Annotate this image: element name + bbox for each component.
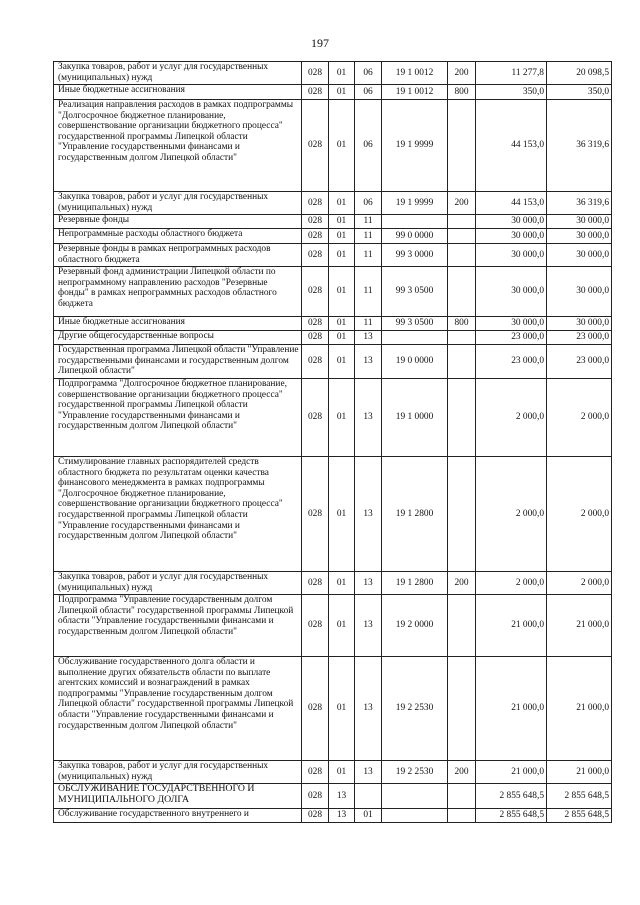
row-name: Подпрограмма "Долгосрочное бюджетное планирование, совершенствование организации бюджетного процесса" государственной программы Липецкой области "Управление государственными финансами и государственным долгом Липецкой области"	[54, 379, 302, 457]
row-ved-code: 028	[302, 62, 329, 85]
row-name: ОБСЛУЖИВАНИЕ ГОСУДАРСТВЕННОГО И МУНИЦИПАЛЬНОГО ДОЛГА	[54, 784, 302, 809]
row-expense-type	[448, 809, 476, 823]
row-name: Иные бюджетные ассигнования	[54, 317, 302, 331]
row-target-article: 99 3 0000	[382, 244, 448, 267]
row-target-article: 19 2 2530	[382, 761, 448, 784]
row-sum-first: 11 277,8	[476, 62, 547, 85]
row-target-article: 19 1 9999	[382, 192, 448, 215]
row-sum-second: 36 319,6	[547, 100, 612, 192]
row-section-code: 01	[329, 331, 355, 345]
row-target-article	[382, 784, 448, 809]
table-row	[54, 317, 612, 331]
row-sum-second: 21 000,0	[547, 595, 612, 657]
row-ved-code: 028	[302, 267, 329, 317]
row-subsection-code: 11	[355, 317, 382, 331]
row-ved-code: 028	[302, 317, 329, 331]
row-name: Реализация направления расходов в рамках подпрограммы "Долгосрочное бюджетное планирование, совершенствование организации бюджетного процесса" государственной программы Липецкой области "Управление государственными финансами и государственным долгом Липецкой области"	[54, 100, 302, 192]
row-section-code: 01	[329, 761, 355, 784]
row-name: Обслуживание государственного внутреннего и	[54, 809, 302, 823]
row-section-code: 01	[329, 657, 355, 761]
row-sum-second: 23 000,0	[547, 331, 612, 345]
row-sum-first: 2 000,0	[476, 379, 547, 457]
row-target-article: 19 1 0012	[382, 62, 448, 85]
row-section-code: 01	[329, 572, 355, 595]
row-sum-first: 2 855 648,5	[476, 784, 547, 809]
row-sum-second: 2 000,0	[547, 379, 612, 457]
row-subsection-code: 06	[355, 85, 382, 100]
row-sum-second: 23 000,0	[547, 345, 612, 379]
row-expense-type: 800	[448, 85, 476, 100]
row-ved-code: 028	[302, 85, 329, 100]
row-sum-first: 21 000,0	[476, 761, 547, 784]
row-sum-second: 30 000,0	[547, 267, 612, 317]
row-target-article: 19 2 2530	[382, 657, 448, 761]
row-section-code: 01	[329, 85, 355, 100]
row-target-article: 19 2 0000	[382, 595, 448, 657]
row-subsection-code	[355, 784, 382, 809]
row-target-article: 99 3 0500	[382, 317, 448, 331]
row-name: Иные бюджетные ассигнования	[54, 85, 302, 100]
row-expense-type	[448, 457, 476, 572]
row-expense-type	[448, 784, 476, 809]
row-ved-code: 028	[302, 244, 329, 267]
table-row	[54, 244, 612, 267]
table-row	[54, 784, 612, 809]
row-ved-code: 028	[302, 215, 329, 229]
row-sum-first: 2 000,0	[476, 457, 547, 572]
row-section-code: 01	[329, 379, 355, 457]
row-expense-type	[448, 657, 476, 761]
table-row	[54, 457, 612, 572]
row-sum-first: 30 000,0	[476, 317, 547, 331]
row-name: Закупка товаров, работ и услуг для государственных (муниципальных) нужд	[54, 572, 302, 595]
row-sum-first: 21 000,0	[476, 595, 547, 657]
row-target-article: 19 1 9999	[382, 100, 448, 192]
row-section-code: 01	[329, 317, 355, 331]
row-name: Закупка товаров, работ и услуг для государственных (муниципальных) нужд	[54, 62, 302, 85]
row-sum-first: 21 000,0	[476, 657, 547, 761]
table-body	[54, 62, 612, 823]
row-expense-type: 800	[448, 317, 476, 331]
row-sum-first: 30 000,0	[476, 229, 547, 244]
row-ved-code: 028	[302, 572, 329, 595]
table-row	[54, 595, 612, 657]
table-row	[54, 809, 612, 823]
row-expense-type	[448, 244, 476, 267]
row-section-code: 01	[329, 229, 355, 244]
row-expense-type	[448, 595, 476, 657]
row-subsection-code: 13	[355, 345, 382, 379]
table-row	[54, 85, 612, 100]
table-row	[54, 379, 612, 457]
table-row	[54, 100, 612, 192]
row-sum-second: 2 855 648,5	[547, 784, 612, 809]
row-target-article: 19 1 0012	[382, 85, 448, 100]
row-sum-second: 30 000,0	[547, 229, 612, 244]
row-ved-code: 028	[302, 595, 329, 657]
row-ved-code: 028	[302, 657, 329, 761]
table-row	[54, 657, 612, 761]
row-name: Закупка товаров, работ и услуг для государственных (муниципальных) нужд	[54, 761, 302, 784]
row-expense-type	[448, 267, 476, 317]
row-ved-code: 028	[302, 809, 329, 823]
row-expense-type	[448, 379, 476, 457]
row-name: Другие общегосударственные вопросы	[54, 331, 302, 345]
row-name: Подпрограмма "Управление государственным долгом Липецкой области" государственной программы Липецкой области "Управление государственными финансами и государственным долгом Липецкой области"	[54, 595, 302, 657]
row-name: Резервный фонд администрации Липецкой области по непрограммному направлению расходов "Резервные фонды" в рамках непрограммных расходов областного бюджета	[54, 267, 302, 317]
row-target-article: 19 1 0000	[382, 379, 448, 457]
row-sum-first: 23 000,0	[476, 331, 547, 345]
page-number: 197	[311, 36, 329, 50]
row-sum-second: 21 000,0	[547, 761, 612, 784]
row-sum-second: 2 000,0	[547, 457, 612, 572]
row-expense-type	[448, 100, 476, 192]
row-subsection-code: 13	[355, 379, 382, 457]
row-name: Закупка товаров, работ и услуг для государственных (муниципальных) нужд	[54, 192, 302, 215]
row-subsection-code: 11	[355, 244, 382, 267]
row-subsection-code: 06	[355, 192, 382, 215]
row-ved-code: 028	[302, 331, 329, 345]
row-section-code: 01	[329, 345, 355, 379]
row-subsection-code: 13	[355, 572, 382, 595]
row-name: Резервные фонды в рамках непрограммных расходов областного бюджета	[54, 244, 302, 267]
row-ved-code: 028	[302, 100, 329, 192]
row-target-article: 99 3 0500	[382, 267, 448, 317]
table-row	[54, 215, 612, 229]
row-sum-first: 30 000,0	[476, 244, 547, 267]
row-ved-code: 028	[302, 784, 329, 809]
table-row	[54, 572, 612, 595]
row-sum-first: 2 000,0	[476, 572, 547, 595]
row-sum-first: 30 000,0	[476, 267, 547, 317]
row-subsection-code: 13	[355, 657, 382, 761]
row-target-article: 99 0 0000	[382, 229, 448, 244]
row-target-article: 19 1 2800	[382, 572, 448, 595]
row-sum-second: 30 000,0	[547, 244, 612, 267]
row-target-article: 19 0 0000	[382, 345, 448, 379]
row-expense-type: 200	[448, 192, 476, 215]
row-sum-first: 44 153,0	[476, 100, 547, 192]
row-ved-code: 028	[302, 761, 329, 784]
row-sum-second: 350,0	[547, 85, 612, 100]
row-subsection-code: 01	[355, 809, 382, 823]
row-name: Государственная программа Липецкой области "Управление государственными финансами и государственным долгом Липецкой области"	[54, 345, 302, 379]
table-row	[54, 229, 612, 244]
row-sum-first: 44 153,0	[476, 192, 547, 215]
table-row	[54, 62, 612, 85]
row-section-code: 13	[329, 809, 355, 823]
row-expense-type: 200	[448, 572, 476, 595]
row-subsection-code: 11	[355, 215, 382, 229]
row-target-article	[382, 809, 448, 823]
row-subsection-code: 13	[355, 457, 382, 572]
row-section-code: 01	[329, 100, 355, 192]
row-sum-second: 30 000,0	[547, 215, 612, 229]
row-target-article	[382, 215, 448, 229]
row-name: Обслуживание государственного долга области и выполнение других обязательств области по выплате агентских комиссий и вознаграждений в рамках подпрограммы "Управление государственным долгом Липецкой области" государственной программы Липецкой области "Управление государственными финансами и государственным долгом Липецкой области"	[54, 657, 302, 761]
row-target-article: 19 1 2800	[382, 457, 448, 572]
row-sum-first: 2 855 648,5	[476, 809, 547, 823]
row-section-code: 01	[329, 215, 355, 229]
row-sum-second: 2 855 648,5	[547, 809, 612, 823]
row-section-code: 01	[329, 62, 355, 85]
row-subsection-code: 06	[355, 62, 382, 85]
row-ved-code: 028	[302, 192, 329, 215]
row-ved-code: 028	[302, 379, 329, 457]
row-subsection-code: 06	[355, 100, 382, 192]
row-subsection-code: 13	[355, 331, 382, 345]
table-row	[54, 192, 612, 215]
row-name: Стимулирование главных распорядителей средств областного бюджета по результатам оценки качества финансового менеджмента в рамках подпрограммы "Долгосрочное бюджетное планирование, совершенствование организации бюджетного процесса" государственной программы Липецкой области "Управление государственными финансами и государственным долгом Липецкой области"	[54, 457, 302, 572]
row-sum-second: 21 000,0	[547, 657, 612, 761]
table-row	[54, 331, 612, 345]
row-sum-second: 20 098,5	[547, 62, 612, 85]
row-ved-code: 028	[302, 345, 329, 379]
row-section-code: 01	[329, 267, 355, 317]
row-subsection-code: 13	[355, 761, 382, 784]
row-ved-code: 028	[302, 457, 329, 572]
row-subsection-code: 13	[355, 595, 382, 657]
table-row	[54, 345, 612, 379]
row-expense-type	[448, 215, 476, 229]
row-target-article	[382, 331, 448, 345]
row-section-code: 13	[329, 784, 355, 809]
row-expense-type	[448, 229, 476, 244]
row-ved-code: 028	[302, 229, 329, 244]
row-subsection-code: 11	[355, 267, 382, 317]
row-expense-type	[448, 345, 476, 379]
row-sum-first: 30 000,0	[476, 215, 547, 229]
table-row	[54, 761, 612, 784]
row-section-code: 01	[329, 595, 355, 657]
row-section-code: 01	[329, 244, 355, 267]
row-section-code: 01	[329, 457, 355, 572]
table-row	[54, 267, 612, 317]
row-name: Резервные фонды	[54, 215, 302, 229]
row-name: Непрограммные расходы областного бюджета	[54, 229, 302, 244]
row-sum-first: 23 000,0	[476, 345, 547, 379]
row-expense-type: 200	[448, 62, 476, 85]
row-sum-second: 30 000,0	[547, 317, 612, 331]
row-sum-second: 2 000,0	[547, 572, 612, 595]
budget-table	[53, 61, 612, 823]
row-expense-type	[448, 331, 476, 345]
row-expense-type: 200	[448, 761, 476, 784]
row-section-code: 01	[329, 192, 355, 215]
row-sum-first: 350,0	[476, 85, 547, 100]
row-subsection-code: 11	[355, 229, 382, 244]
row-sum-second: 36 319,6	[547, 192, 612, 215]
